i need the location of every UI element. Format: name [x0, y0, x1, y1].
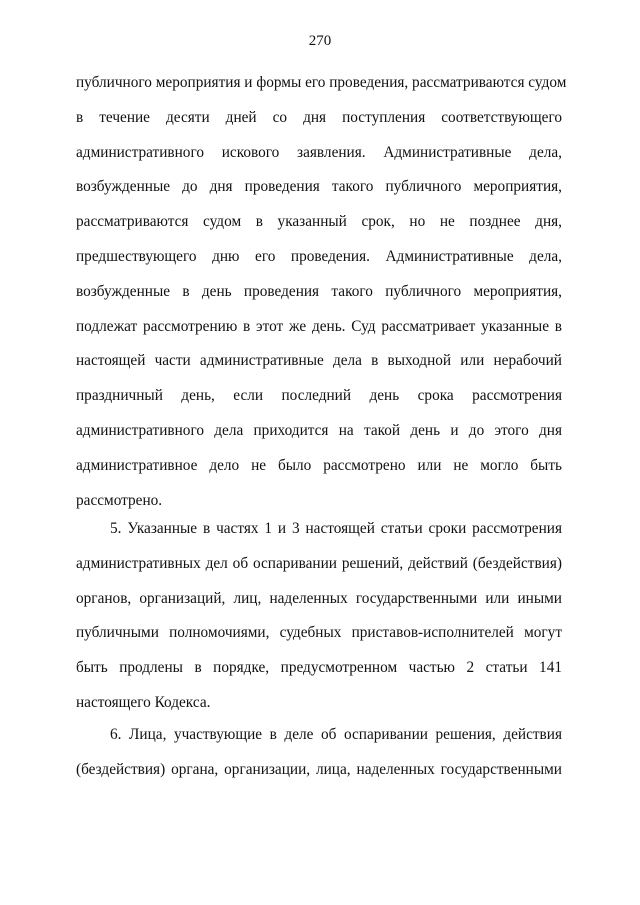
text-line: административного искового заявления. Административные дела,	[76, 143, 562, 161]
text-line: 6. Лица, участвующие в деле об оспаривании решения, действия	[110, 726, 562, 743]
text-line: органов, организаций, лиц, наделенных государственными или иными	[76, 589, 562, 607]
text-line: настоящей части административные дела в выходной или нерабочий	[76, 352, 562, 370]
text-line: публичными полномочиями, судебных приставов-исполнителей могут	[76, 624, 562, 642]
text-line: административных дел об оспаривании решений, действий (бездействия)	[76, 554, 562, 572]
text-line: рассмотрено.	[76, 491, 163, 509]
text-line: предшествующего дню его проведения. Административные дела,	[76, 247, 562, 265]
text-line: возбужденные в день проведения такого публичного мероприятия,	[76, 282, 562, 300]
text-line: (бездействия) органа, организации, лица, наделенных государственными	[76, 760, 562, 778]
text-line: возбужденные до дня проведения такого публичного мероприятия,	[76, 178, 562, 196]
text-line: 5. Указанные в частях 1 и 3 настоящей статьи сроки рассмотрения	[110, 520, 562, 537]
text-line: настоящего Кодекса.	[76, 693, 211, 711]
paragraph-item-6	[76, 718, 562, 788]
text-line: административного дела приходится на такой день и до этого дня	[76, 421, 562, 439]
paragraph-continuation	[76, 66, 567, 518]
text-line: административное дело не было рассмотрено или не могло быть	[76, 456, 562, 474]
text-line: публичного мероприятия и формы его проведения, рассматриваются судом	[76, 74, 567, 91]
text-line: подлежат рассмотрению в этот же день. Суд рассматривает указанные в	[76, 317, 562, 335]
page-number: 270	[308, 33, 332, 49]
text-line: праздничный день, если последний день срока рассмотрения	[76, 387, 562, 405]
paragraph-item-5	[76, 512, 562, 721]
text-line: рассматриваются судом в указанный срок, но не позднее дня,	[76, 213, 562, 231]
text-line: в течение десяти дней со дня поступления соответствующего	[76, 108, 562, 126]
text-line: быть продлены в порядке, предусмотренном частью 2 статьи 141	[76, 659, 562, 677]
